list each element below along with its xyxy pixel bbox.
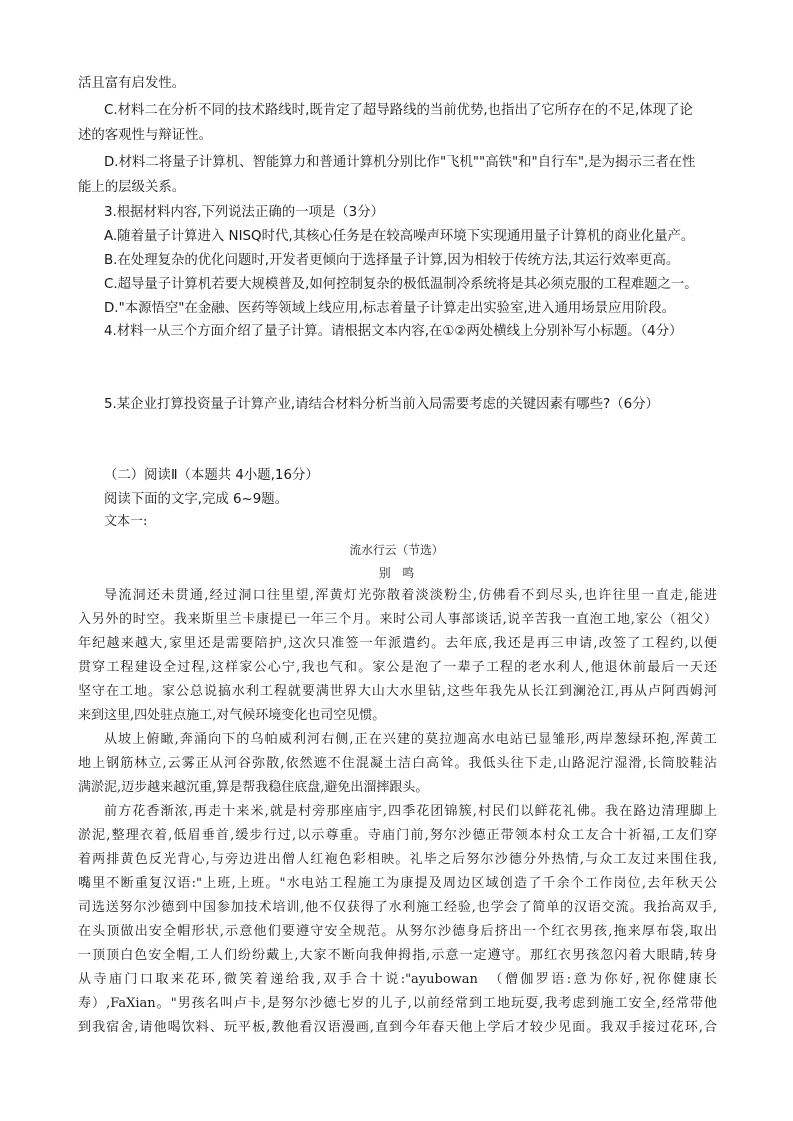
text-label: 文本一:: [104, 514, 148, 529]
para1-line2: 入另外的时空。我来斯里兰卡康提已一年三个月。来时公司人事部谈话,说辛苦我一直泡工地,家公（祖父）: [78, 612, 717, 627]
para3-line2: 淤泥,整理衣着,低眉垂首,缓步行过,以示尊重。寺庙门前,努尔沙德正带领本村众工友合十祈福,工友们穿: [78, 828, 717, 843]
section-instruction: 阅读下面的文字,完成 6~9题。: [104, 492, 289, 507]
q5-stem: 5.某企业打算投资量子计算产业,请结合材料分析当前入局需要考虑的关键因素有哪些?（6分）: [104, 397, 659, 412]
q4-stem: 4.材料一从三个方面介绍了量子计算。请根据文本内容,在①②两处横线上分别补写小标题。（4分）: [104, 324, 683, 339]
para3-line1: 前方花香渐浓,再走十来米,就是村旁那座庙宇,四季花团锦簇,村民们以鲜花礼佛。我在路边清理脚上: [104, 804, 717, 819]
para2-line3: 满淤泥,迈步越来越沉重,算是帮我稳住底盘,避免出溜摔跟头。: [78, 780, 429, 795]
para3-line5: 司选送努尔沙德到中国参加技术培训,他不仅获得了水利施工经验,也学会了简单的汉语交流。我抬高双手,: [78, 900, 717, 915]
para2-line1: 从坡上俯瞰,奔涌向下的乌帕威利河右侧,正在兴建的莫拉迦高水电站已显雏形,两岸葱绿环抱,浑黄工: [104, 732, 717, 747]
q3-option-c: C.超导量子计算机若要大规模普及,如何控制复杂的极低温制冷系统将是其必须克服的工程难题之一。: [104, 277, 698, 292]
q2-option-b-tail: 活且富有启发性。: [78, 76, 186, 91]
para3-line7: 一顶顶白色安全帽,工人们纷纷戴上,大家不断向我伸拇指,示意一定遵守。那红衣男孩忽闪着大眼睛,转身: [78, 948, 717, 963]
article-author: 别 鸣: [378, 566, 415, 580]
para2-line2: 地上钢筋林立,云雾正从河谷弥散,依然遮不住混凝土洁白高耸。我低头往下走,山路泥泞湿滑,长筒胶鞋沾: [78, 756, 717, 771]
q2-option-c-line1: C.材料二在分析不同的技术路线时,既肯定了超导路线的当前优势,也指出了它所存在的不足,体现了论: [104, 103, 693, 118]
q3-option-a: A.随着量子计算进入 NISQ时代,其核心任务是在较高噪声环境下实现通用量子计算机的商业化量产。: [104, 229, 695, 244]
q3-option-b: B.在处理复杂的优化问题时,开发者更倾向于选择量子计算,因为相较于传统方法,其运行效率更高。: [104, 253, 680, 268]
q3-option-d: D."本源悟空"在金融、医药等领域上线应用,标志着量子计算走出实验室,进入通用场景应用阶段。: [104, 301, 676, 316]
q3-stem: 3.根据材料内容,下列说法正确的一项是（3分）: [104, 205, 384, 220]
para3-line6: 在头顶做出安全帽形状,示意他们要遵守安全规范。从努尔沙德身后挤出一个红衣男孩,拖来厚布袋,取出: [78, 924, 717, 939]
para3-line9: 寿）,FaXian。"男孩名叫卢卡,是努尔沙德七岁的儿子,以前经常到工地玩耍,我考虑到施工安全,经常带他: [78, 996, 717, 1011]
para1-line5: 坚守在工地。家公总说搞水利工程就要满世界大山大水里钻,这些年我先从长江到澜沧江,再从卢阿西姆河: [78, 684, 717, 699]
para1-line6: 来到这里,四处驻点施工,对气候环境变化也司空见惯。: [78, 708, 386, 723]
article-title: 流水行云（节选）: [349, 543, 444, 557]
para3-line8: 从寺庙门口取来花环,微笑着递给我,双手合十说:"ayubowan （僧伽罗语:意为你好,祝你健康长: [78, 972, 717, 987]
para3-line3: 着两排黄色反光背心,与旁边进出僧人红袍色彩相映。礼毕之后努尔沙德分外热情,与众工友过来围住我,: [78, 852, 717, 867]
q2-option-d-line1: D.材料二将量子计算机、智能算力和普通计算机分别比作"飞机""高铁"和"自行车",是为揭示三者在性: [104, 155, 696, 170]
para3-line4: 嘴里不断重复汉语:"上班,上班。"水电站工程施工为康提及周边区域创造了千余个工作岗位,去年秋天公: [78, 876, 717, 891]
q2-option-c-line2: 述的客观性与辩证性。: [78, 128, 212, 143]
para1-line3: 年纪越来越大,家里还是需要陪护,这次只准签一年派遣约。去年底,我还是再三申请,改签了工程约,以便: [78, 636, 717, 651]
section-title: （二）阅读Ⅱ（本题共 4小题,16分）: [104, 468, 319, 483]
para1-line1: 导流洞还未贯通,经过洞口往里望,浑黄灯光弥散着淡淡粉尘,仿佛看不到尽头,也许往里一直走,能进: [104, 588, 717, 603]
para1-line4: 贯穿工程建设全过程,这样家公心宁,我也气和。家公是泡了一辈子工程的老水利人,他退休前最后一天还: [78, 660, 717, 675]
q2-option-d-line2: 能上的层级关系。: [78, 180, 186, 195]
para3-line10: 到我宿舍,请他喝饮料、玩平板,教他看汉语漫画,直到今年春天他上学后才较少见面。我双手接过花环,合: [78, 1020, 717, 1035]
